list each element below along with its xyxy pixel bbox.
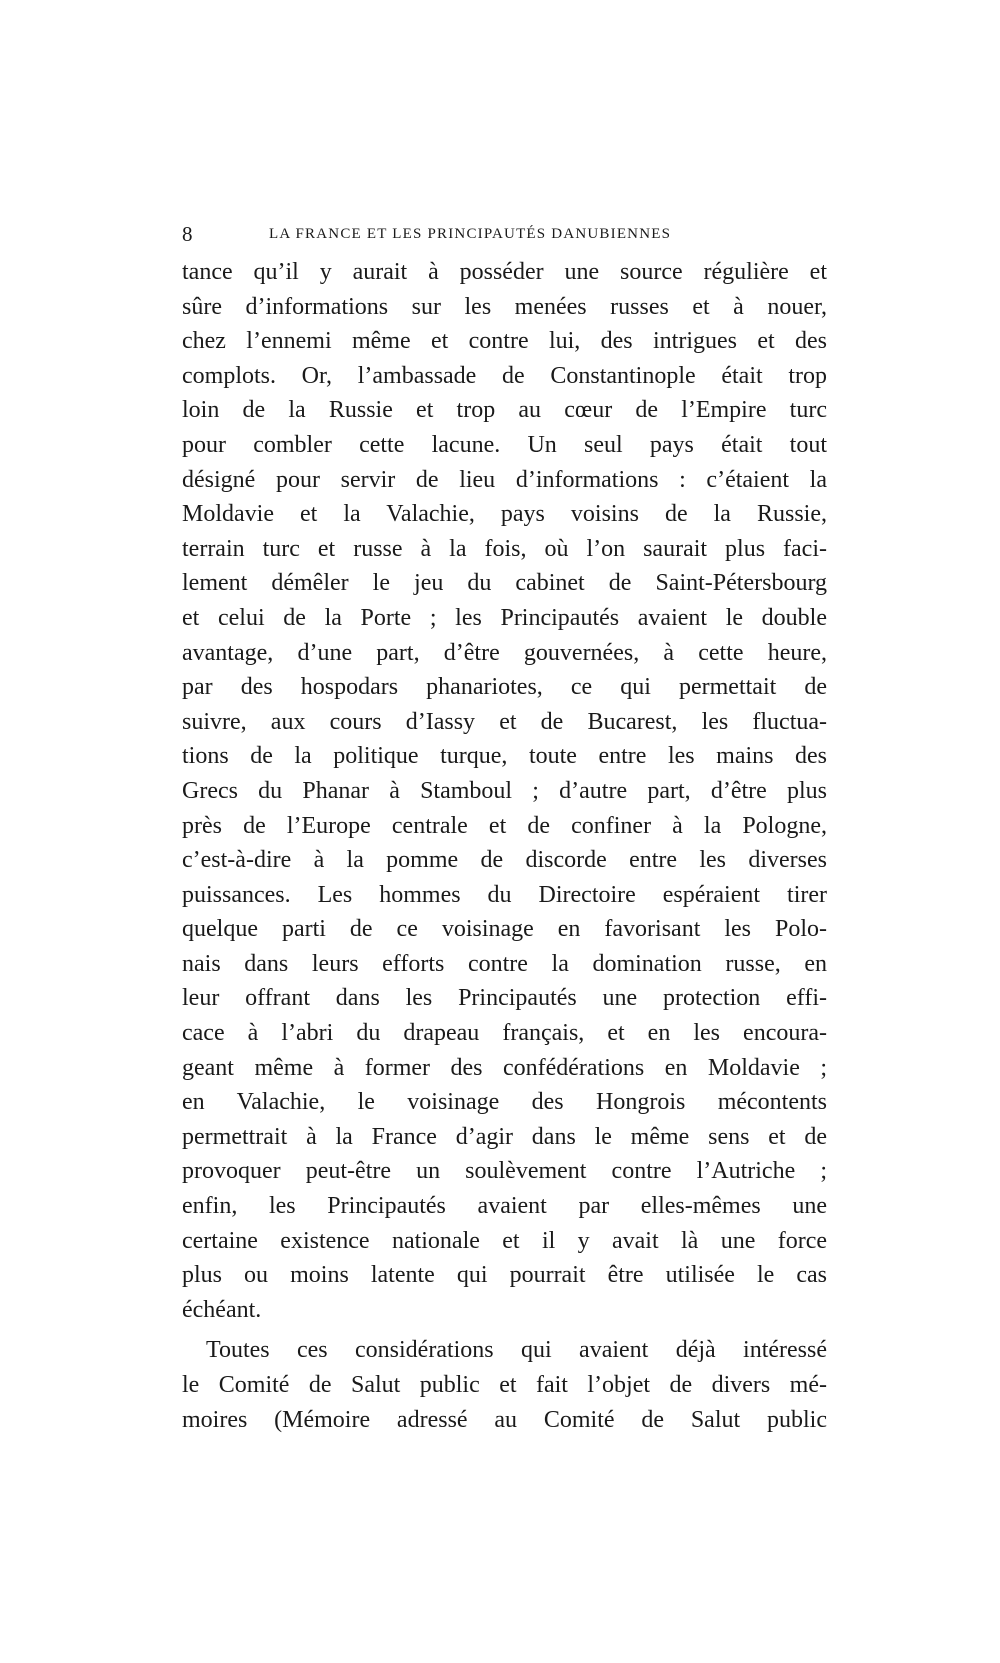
text-line: provoquer peut-être un soulèvement contre l’Autriche ;: [182, 1158, 827, 1185]
page-number: 8: [182, 222, 194, 246]
text-line: plus ou moins latente qui pourrait être utilisée le cas: [182, 1262, 827, 1289]
text-line: et celui de la Porte ; les Principautés avaient le double: [182, 604, 827, 631]
text-line: geant même à former des confédérations en Moldavie ;: [182, 1054, 827, 1081]
body-text: [182, 255, 827, 1437]
text-line: terrain turc et russe à la fois, où l’on saurait plus faci-: [182, 535, 827, 562]
text-line: sûre d’informations sur les menées russes et à nouer,: [182, 293, 827, 320]
text-line: lement démêler le jeu du cabinet de Saint-Pétersbourg: [182, 570, 827, 597]
text-line: près de l’Europe centrale et de confiner à la Pologne,: [182, 812, 827, 839]
text-line: loin de la Russie et trop au cœur de l’Empire turc: [182, 397, 827, 424]
text-line: c’est-à-dire à la pomme de discorde entre les diverses: [182, 847, 827, 874]
running-title: LA FRANCE ET LES PRINCIPAUTÉS DANUBIENNES: [269, 226, 672, 242]
text-line: moires (Mémoire adressé au Comité de Salut public: [182, 1406, 827, 1433]
text-line: tance qu’il y aurait à posséder une source régulière et: [182, 259, 827, 285]
text-line: en Valachie, le voisinage des Hongrois mécontents: [182, 1089, 827, 1116]
text-line: quelque parti de ce voisinage en favorisant les Polo-: [182, 916, 827, 943]
running-head: [182, 220, 827, 248]
text-line: nais dans leurs efforts contre la domination russe, en: [182, 950, 827, 977]
text-line: par des hospodars phanariotes, ce qui permettait de: [182, 674, 827, 701]
text-line: désigné pour servir de lieu d’informations : c’étaient la: [182, 466, 827, 493]
text-line: Moldavie et la Valachie, pays voisins de la Russie,: [182, 501, 827, 528]
text-line: tions de la politique turque, toute entre les mains des: [182, 743, 827, 770]
text-line: Toutes ces considérations qui avaient déjà intéressé: [206, 1337, 827, 1364]
text-line: permettrait à la France d’agir dans le même sens et de: [182, 1123, 827, 1150]
text-line: le Comité de Salut public et fait l’objet de divers mé-: [182, 1372, 827, 1398]
text-line: enfin, les Principautés avaient par elles-mêmes une: [182, 1193, 827, 1220]
text-line: cace à l’abri du drapeau français, et en les encoura-: [182, 1020, 827, 1047]
text-line: leur offrant dans les Principautés une protection effi-: [182, 985, 827, 1012]
text-line: échéant.: [182, 1296, 262, 1323]
text-line: chez l’ennemi même et contre lui, des intrigues et des: [182, 328, 827, 355]
text-line: puissances. Les hommes du Directoire espéraient tirer: [182, 881, 827, 908]
text-line: avantage, d’une part, d’être gouvernées, à cette heure,: [182, 639, 827, 666]
text-line: certaine existence nationale et il y avait là une force: [182, 1227, 827, 1254]
text-line: complots. Or, l’ambassade de Constantinople était trop: [182, 362, 827, 389]
text-line: pour combler cette lacune. Un seul pays était tout: [182, 431, 827, 458]
text-line: Grecs du Phanar à Stamboul ; d’autre part, d’être plus: [182, 777, 827, 804]
text-line: suivre, aux cours d’Iassy et de Bucarest, les fluctua-: [182, 708, 827, 735]
paragraph: [182, 255, 827, 1327]
paragraph: [182, 1333, 827, 1437]
